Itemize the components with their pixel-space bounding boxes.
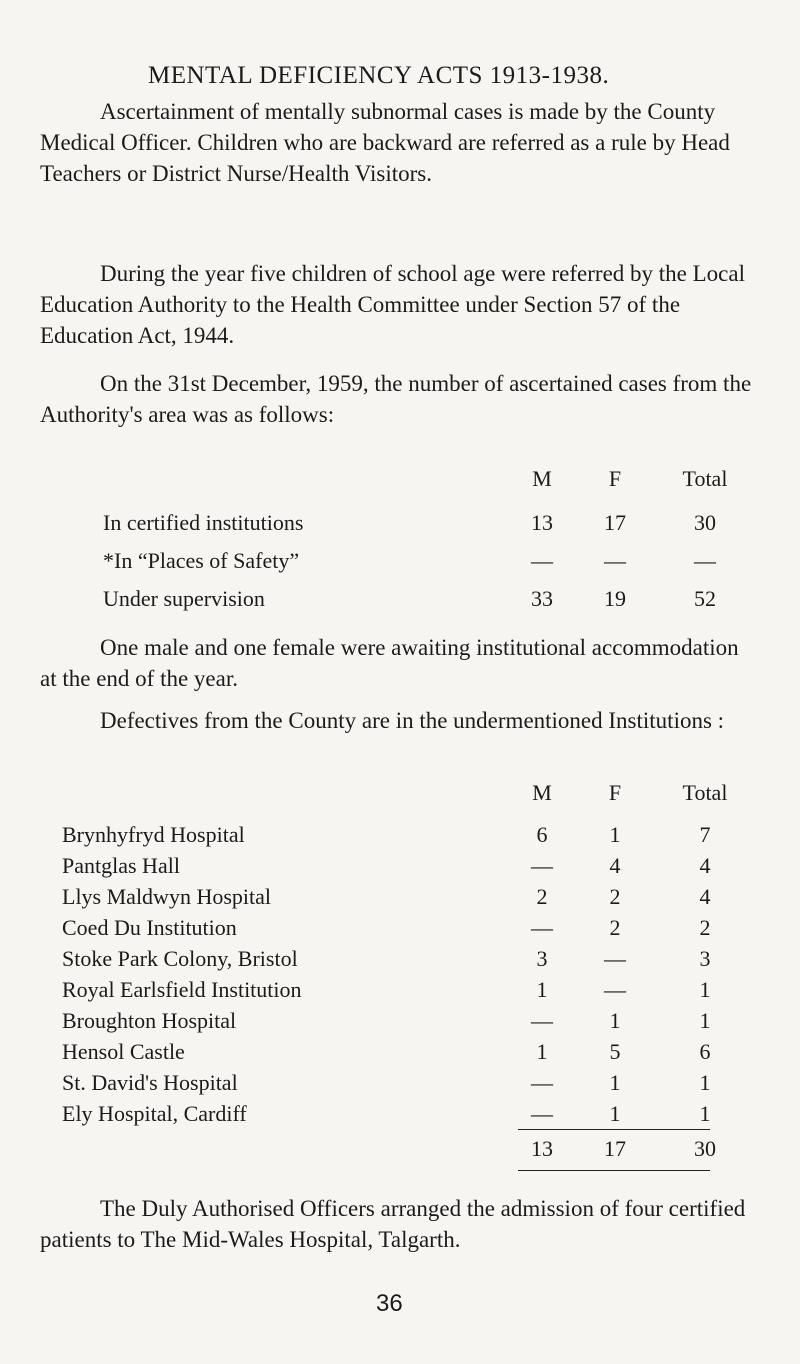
table2-row-label: Llys Maldwyn Hospital — [62, 884, 271, 909]
table2-row-m: — — [531, 915, 553, 940]
table2-row-label: Hensol Castle — [62, 1039, 185, 1064]
table1-row-label: *In “Places of Safety” — [103, 548, 300, 573]
table2-row-m: 6 — [536, 822, 548, 847]
table2-row-label: Royal Earlsfield Institution — [62, 977, 302, 1002]
table2-total-m: 13 — [531, 1136, 553, 1161]
totals-bottom-rule — [518, 1170, 710, 1171]
table2-header-f: F — [608, 780, 622, 805]
paragraph-ascertainment: Ascertainment of mentally subnormal cases is made by the County Medical Officer. Children who are backward are referred as a rule by Head Teachers or District Nurse/Health Visitors. — [40, 99, 730, 186]
table1-row-m: 33 — [531, 586, 553, 611]
table2-row-f: 5 — [609, 1039, 621, 1064]
table2-row-m: 1 — [536, 1039, 548, 1064]
table2-row-label: Coed Du Institution — [62, 915, 237, 940]
table1-row-total: 52 — [694, 586, 716, 611]
table2-total-f: 17 — [604, 1136, 626, 1161]
table2-row-total: 4 — [699, 884, 711, 909]
table2-row-total: 1 — [699, 977, 711, 1002]
table2-row-f: 2 — [609, 915, 621, 940]
paragraph-admissions: The Duly Authorised Officers arranged the admission of four certified patients to The Mid-Wales Hospital, Talgarth. — [40, 1196, 746, 1252]
table2-row-f: 1 — [609, 1070, 621, 1095]
table2-row-label: St. David's Hospital — [62, 1070, 238, 1095]
table2-row-m: 1 — [536, 977, 548, 1002]
paragraph-institutions-intro: Defectives from the County are in the undermentioned Institutions : — [100, 708, 725, 733]
table2-total-total: 30 — [694, 1136, 716, 1161]
paragraph-referrals: During the year five children of school age were referred by the Local Education Authority to the Health Committee under Section 57 of the Education Act, 1944. — [40, 261, 745, 348]
table2-row-f: 1 — [609, 822, 621, 847]
table2-row-total: 1 — [699, 1101, 711, 1126]
table1-row-label: In certified institutions — [103, 510, 304, 535]
table2-row-m: — — [531, 1070, 553, 1095]
table1-header-f: F — [608, 466, 622, 491]
table1-row-total: — — [694, 548, 716, 573]
table1-row-total: 30 — [694, 510, 716, 535]
table1-header-total: Total — [682, 466, 728, 491]
table2-row-total: 3 — [699, 946, 711, 971]
table1-row-f: 19 — [604, 586, 626, 611]
paragraph-ascertained-cases: On the 31st December, 1959, the number of ascertained cases from the Authority's area was as follows: — [40, 371, 752, 427]
table1-row-m: 13 — [531, 510, 553, 535]
table2-row-f: 1 — [609, 1008, 621, 1033]
table2-row-f: 1 — [609, 1101, 621, 1126]
table2-row-m: 2 — [536, 884, 548, 909]
table1-header-m: M — [532, 466, 552, 491]
table2-row-total: 7 — [699, 822, 711, 847]
table2-row-f: 4 — [609, 853, 621, 878]
table1-row-f: — — [604, 548, 626, 573]
table2-row-label: Broughton Hospital — [62, 1008, 237, 1033]
table2-header-total: Total — [682, 780, 728, 805]
paragraph-awaiting: One male and one female were awaiting institutional accommodation at the end of the year. — [40, 635, 739, 691]
totals-top-rule — [518, 1129, 710, 1130]
table2-row-total: 4 — [699, 853, 711, 878]
table2-row-label: Pantglas Hall — [62, 853, 180, 878]
table2-row-label: Brynhyfryd Hospital — [62, 822, 245, 847]
page-title: MENTAL DEFICIENCY ACTS 1913-1938. — [148, 62, 610, 89]
table1-row-label: Under supervision — [103, 586, 265, 611]
table2-row-f: — — [604, 946, 626, 971]
table1-row-f: 17 — [604, 510, 626, 535]
table2-row-f: 2 — [609, 884, 621, 909]
table2-header-m: M — [532, 780, 552, 805]
table2-row-m: — — [531, 853, 553, 878]
table2-row-total: 1 — [699, 1008, 711, 1033]
table1-row-m: — — [531, 548, 553, 573]
table2-row-m: — — [531, 1101, 553, 1126]
table2-row-m: 3 — [536, 946, 548, 971]
table2-row-f: — — [604, 977, 626, 1002]
table2-row-label: Stoke Park Colony, Bristol — [62, 946, 298, 971]
table2-row-label: Ely Hospital, Cardiff — [62, 1101, 247, 1126]
table2-row-total: 6 — [699, 1039, 711, 1064]
table2-row-total: 2 — [699, 915, 711, 940]
table2-row-total: 1 — [699, 1070, 711, 1095]
page-number: 36 — [376, 1290, 403, 1317]
table2-row-m: — — [531, 1008, 553, 1033]
